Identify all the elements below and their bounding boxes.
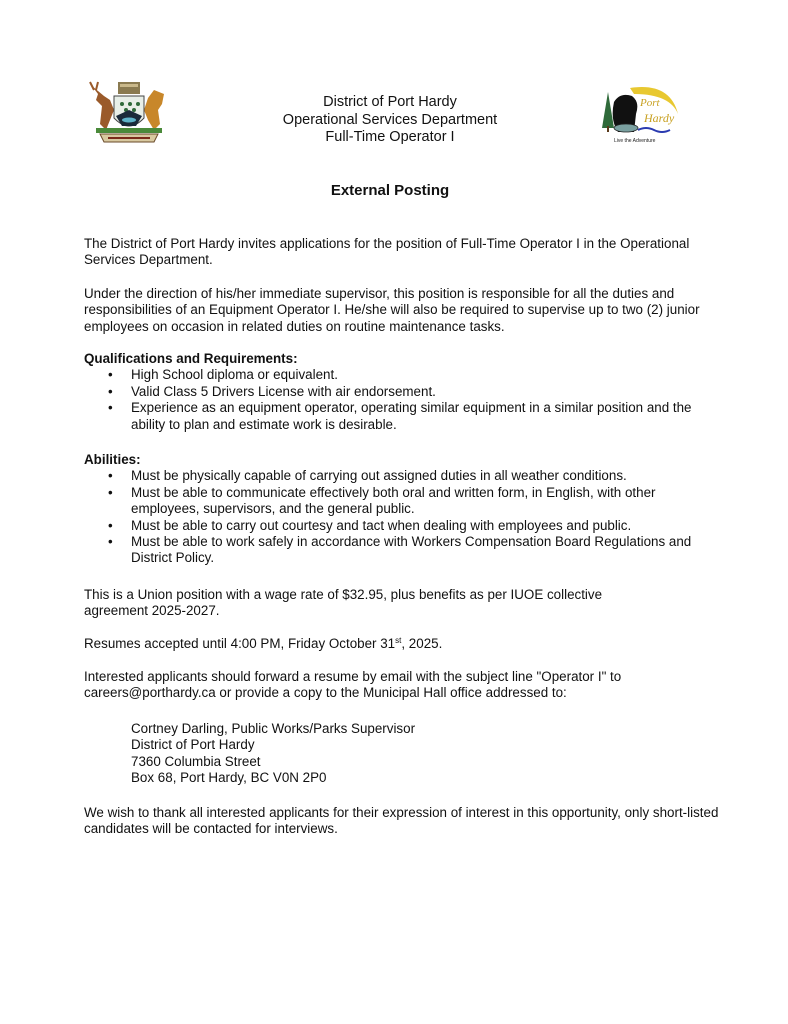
bullet-icon: •: [108, 383, 113, 399]
organization-name: District of Port Hardy: [323, 94, 457, 110]
abilities-heading: Abilities:: [84, 452, 141, 467]
qualifications-section: [84, 351, 714, 433]
logo-text-port: Port: [640, 97, 660, 109]
qualifications-list: [84, 367, 714, 433]
qualifications-heading: Qualifications and Requirements:: [84, 351, 298, 366]
address-line: Box 68, Port Hardy, BC V0N 2P0: [131, 770, 327, 786]
bullet-icon: •: [108, 484, 113, 500]
bullet-icon: •: [108, 367, 113, 383]
address-line: District of Port Hardy: [131, 737, 255, 753]
district-coat-of-arms-logo: [84, 80, 174, 146]
list-item: • Must be able to work safely in accordance with Workers Compensation Board Regulations and District Policy.: [108, 534, 692, 566]
bullet-icon: •: [108, 517, 113, 533]
abilities-section: [84, 452, 714, 567]
abilities-list: [84, 468, 714, 566]
department-name: Operational Services Department: [282, 111, 498, 128]
mailing-address: [84, 721, 714, 787]
list-item: • Experience as an equipment operator, operating similar equipment in a similar position and the ability to plan and estimate work is desirable.: [108, 400, 692, 432]
apply-paragraph: Interested applicants should forward a resume by email with the subject line "Operator I" to careers@porthardy.ca or provide a copy to the Municipal Hall office addressed to:: [84, 669, 622, 701]
logo-tagline: Live the Adventure: [614, 138, 656, 144]
list-item: • Must be physically capable of carrying out assigned duties in all weather conditions.: [108, 468, 627, 484]
address-line: Cortney Darling, Public Works/Parks Supervisor: [131, 721, 416, 736]
port-hardy-logo: [600, 84, 680, 148]
list-item: • High School diploma or equivalent.: [108, 367, 338, 383]
closing-paragraph: We wish to thank all interested applicants for their expression of interest in this opportunity, only short-listed candidates will be contacted for interviews.: [84, 805, 719, 837]
page-title: External Posting: [330, 182, 450, 199]
list-item: • Must be able to communicate effectively both oral and written form, in English, with other employees, supervisors, and the general public.: [108, 484, 656, 517]
bullet-icon: •: [108, 468, 113, 484]
responsibilities-paragraph: Under the direction of his/her immediate supervisor, this position is responsible for all the duties and responsibilities of an Equipment Operator I. He/she will also be required to supervise up to two (2) junior employees on occasion in related duties on routine maintenance tasks.: [84, 286, 700, 334]
position-name: Full-Time Operator I: [325, 129, 455, 145]
list-item: • Valid Class 5 Drivers License with air endorsement.: [108, 383, 436, 399]
logo-text-hardy: Hardy: [644, 111, 675, 125]
deadline-paragraph: Resumes accepted until 4:00 PM, Friday October 31st, 2025.: [84, 636, 443, 651]
address-line: 7360 Columbia Street: [131, 753, 261, 769]
bullet-icon: •: [108, 400, 113, 416]
document-header: [180, 94, 600, 147]
intro-paragraph: The District of Port Hardy invites applications for the position of Full-Time Operator I in the Operational Services Department.: [84, 236, 690, 268]
list-item: • Must be able to carry out courtesy and tact when dealing with employees and public.: [108, 517, 632, 533]
wage-paragraph: This is a Union position with a wage rate of $32.95, plus benefits as per IUOE collective agreement 2025-2027.: [84, 587, 603, 619]
bullet-icon: •: [108, 534, 113, 550]
